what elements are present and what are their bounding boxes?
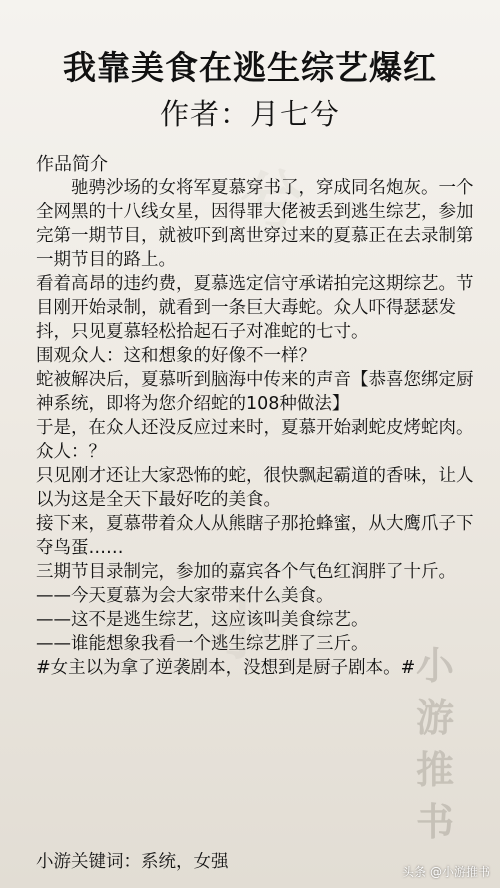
intro-paragraph: 只见刚才还让大家恐怖的蛇，很快飘起霸道的香味，让人以为这是全天下最好吃的美食。 — [36, 466, 474, 510]
intro-paragraph: ——今天夏慕为会大家带来什么美食。 — [36, 586, 334, 606]
book-author: 作者：月七兮 — [159, 97, 340, 131]
intro-paragraph: 蛇被解决后，夏慕听到脑海中传来的声音【恭喜您绑定厨神系统，即将为您介绍蛇的108种做法】 — [36, 370, 474, 414]
watermark-char: 书 — [415, 800, 454, 844]
intro-paragraph: 于是，在众人还没反应过来时，夏慕开始剥蛇皮烤蛇肉。众人：？ — [36, 418, 474, 462]
intro-paragraph: 看着高昂的违约费，夏慕选定信守承诺拍完这期综艺。节目刚开始录制，就看到一条巨大毒蛇。众人吓得瑟瑟发抖，只见夏慕轻松拾起石子对准蛇的七寸。 — [36, 274, 474, 342]
book-title: 我靠美食在逃生综艺爆红 — [63, 48, 437, 87]
intro-paragraph: 三期节目录制完，参加的嘉宾各个气色红润胖了十斤。 — [36, 562, 456, 582]
watermark-char: 游 — [415, 696, 454, 740]
intro-paragraph: #女主以为拿了逆袭剧本，没想到是厨子剧本。# — [36, 658, 416, 678]
account-name: @小游推书 — [429, 865, 490, 879]
intro-paragraph: 围观众人：这和想象的好像不一样？ — [36, 346, 316, 366]
watermark-faint-mark: 兮 — [240, 165, 304, 239]
source-badge[interactable] — [402, 863, 490, 880]
intro-heading: 作品简介 — [36, 154, 108, 175]
keywords-line: 小游关键词：系统，女强 — [36, 852, 229, 872]
watermark-char: 推 — [415, 748, 454, 792]
watermark-faint-mark: 小 — [210, 595, 274, 669]
intro-paragraph: ——这不是逃生综艺，这应该叫美食综艺。 — [36, 610, 369, 630]
intro-paragraph: 驰骋沙场的女将军夏慕穿书了，穿成同名炮灰。一个全网黑的十八线女星，因得罪大佬被丢到逃生综艺，参加完第一期节目，就被吓到离世穿过来的夏慕正在去录制第一期节目的路上。 — [36, 178, 474, 270]
watermark-char: 小 — [415, 644, 454, 688]
intro-paragraph: 接下来，夏慕带着众人从熊瞎子那抢蜂蜜，从大鹰爪子下夺鸟蛋…… — [36, 514, 474, 558]
platform-name: 头条 — [401, 865, 426, 879]
intro-body — [36, 176, 480, 680]
vertical-watermark — [400, 640, 470, 848]
intro-paragraph: ——谁能想象我看一个逃生综艺胖了三斤。 — [36, 634, 369, 654]
